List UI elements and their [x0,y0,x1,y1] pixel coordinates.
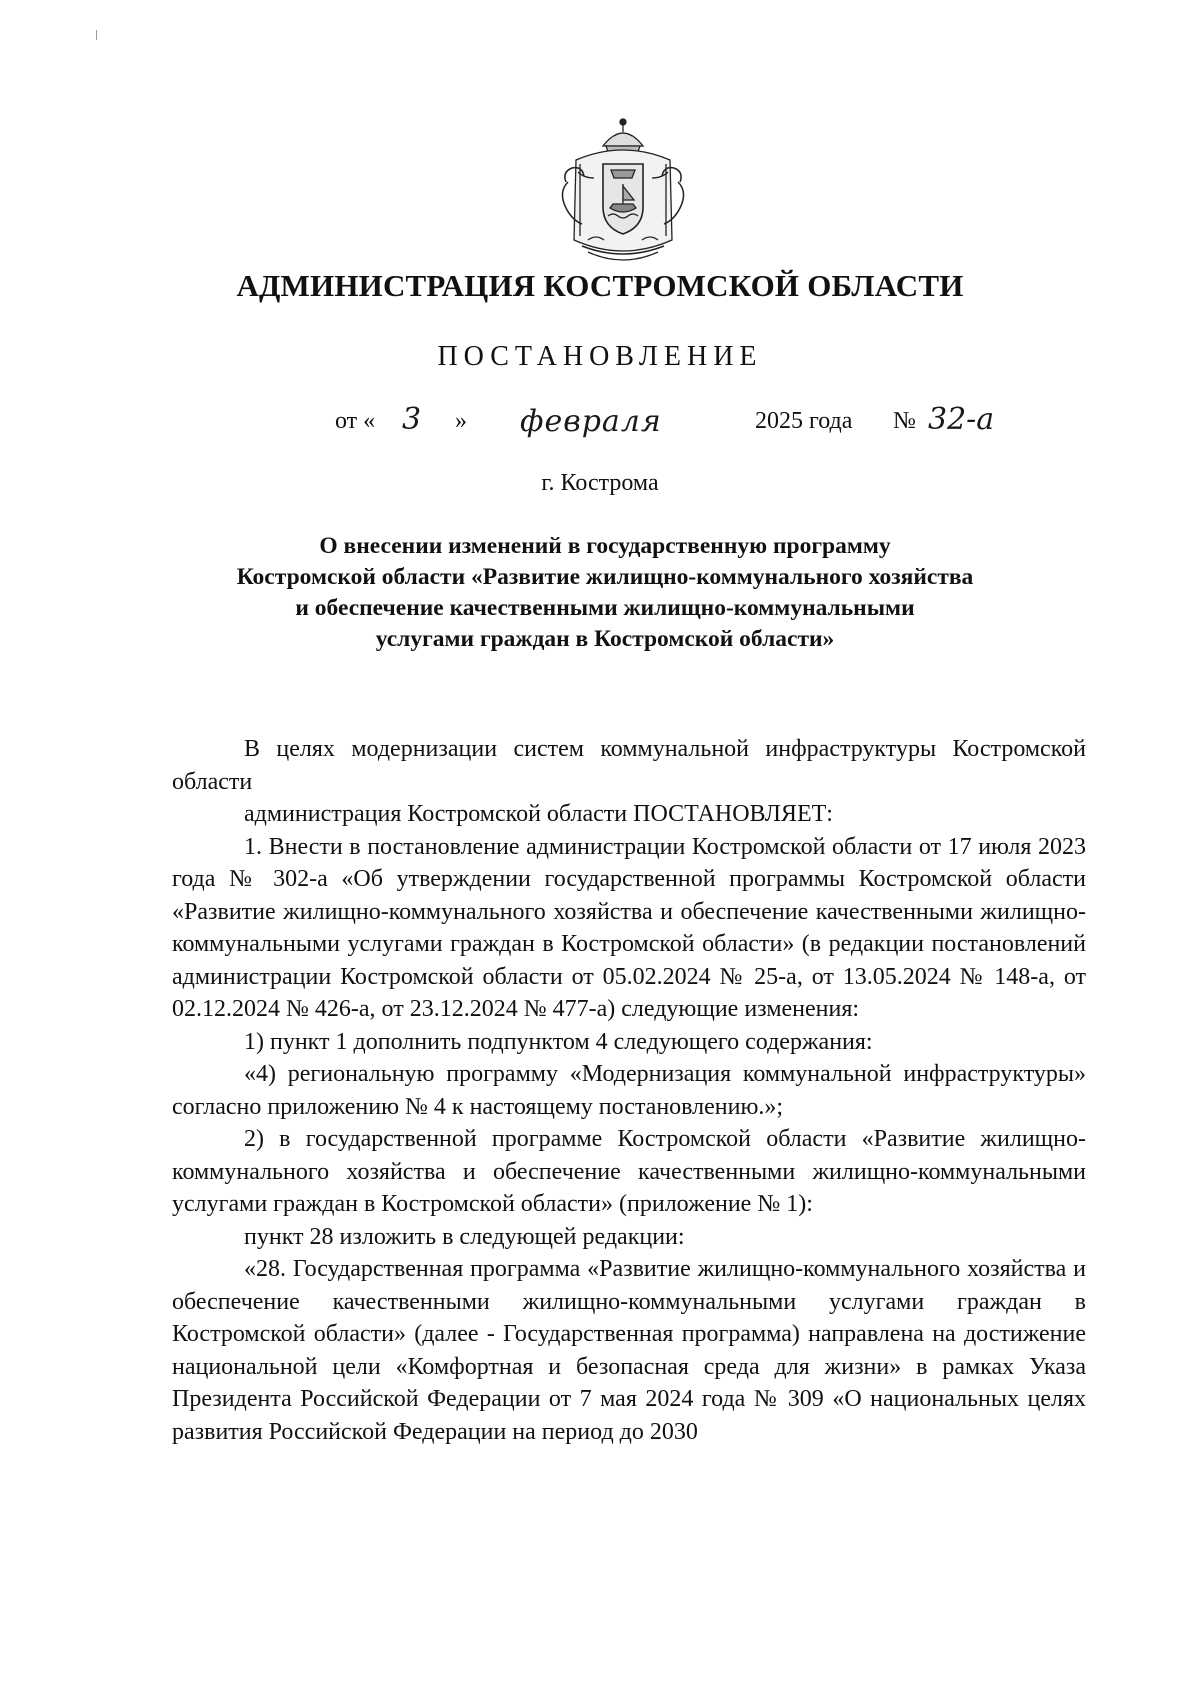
coat-of-arms-kostroma-icon [548,112,698,270]
heading-line: О внесении изменений в государственную программу [319,533,891,559]
paragraph-item-1: 1. Внести в постановление администрации Костромской области от 17 июля 2023 года № 302-а «Об утверждении государственной программы Костромской области «Развитие жилищно-коммунального хозяйства и обеспечение качественными жилищно-коммунальными услугами граждан в Костромской области» (в редакции постановлений администрации Костромской области от 05.02.2024 № 25-а, от 13.05.2024 № 148-а, от 02.12.2024 № 426-а, от 23.12.2024 № 477-а) следующие изменения: [172,833,1086,1022]
paragraph-point-28: «28. Государственная программа «Развитие жилищно-коммунального хозяйства и обеспечение качественными жилищно-коммунальными услугами граждан в Костромской области» (далее - Государственная программа) направлена на достижение национальной цели «Комфортная и безопасная среда для жизни» в рамках Указа Президента Российской Федерации от 7 мая 2024 года № 309 «О национальных целях развития Российской Федерации на период до 2030 [172,1256,1086,1445]
document-number-handwritten: 32-а [928,402,995,437]
date-year: 2025 года [755,408,853,434]
number-label: № [893,408,916,434]
date-day-close: » [455,408,467,434]
document-heading [170,531,1040,655]
paragraph-subitem-1: 1) пункт 1 дополнить подпунктом 4 следующего содержания: [244,1028,873,1055]
document-date-line [0,400,1200,450]
heading-line: и обеспечение качественными жилищно-коммунальными [295,595,915,621]
organization-title: АДМИНИСТРАЦИЯ КОСТРОМСКОЙ ОБЛАСТИ [236,268,964,303]
city-name: г. Кострома [541,470,659,496]
paragraph-quote-4: «4) региональную программу «Модернизация коммунальной инфраструктуры» согласно приложению № 4 к настоящему постановлению.»; [172,1061,1086,1120]
date-day-handwritten: 3 [402,402,422,437]
paragraph-resolves: администрация Костромской области ПОСТАНОВЛЯЕТ: [244,801,833,827]
document-body [172,733,1086,1448]
paragraph-preamble: В целях модернизации систем коммунальной инфраструктуры Костромской области [172,736,1086,795]
heading-line: услугами граждан в Костромской области» [375,626,835,652]
paragraph-subitem-2: 2) в государственной программе Костромской области «Развитие жилищно-коммунального хозяйства и обеспечение качественными жилищно-коммунальными услугами граждан в Костромской области» (приложение № 1): [172,1126,1086,1217]
date-month-handwritten: февраля [520,404,662,439]
paragraph-point-28-intro: пункт 28 изложить в следующей редакции: [244,1223,685,1250]
date-prefix: от « [335,408,376,434]
scan-artifact-mark [96,30,97,40]
heading-line: Костромской области «Развитие жилищно-коммунального хозяйства [236,564,974,590]
document-type: ПОСТАНОВЛЕНИЕ [437,341,763,372]
